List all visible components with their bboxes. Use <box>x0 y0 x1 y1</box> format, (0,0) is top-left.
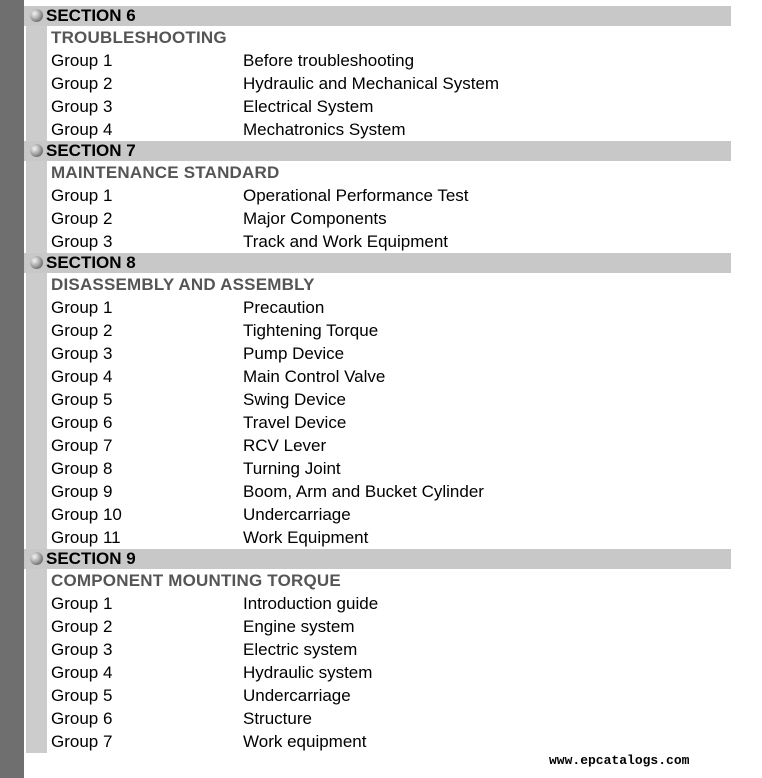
group-title[interactable]: RCV Lever <box>243 436 327 455</box>
group-row[interactable] <box>47 638 731 661</box>
section-number: SECTION 7 <box>46 141 136 160</box>
group-row[interactable] <box>47 503 731 526</box>
group-title[interactable]: Operational Performance Test <box>243 186 469 205</box>
bullet-icon <box>30 256 43 269</box>
group-number: Group 6 <box>51 413 113 432</box>
group-title[interactable]: Travel Device <box>243 413 347 432</box>
group-number: Group 9 <box>51 482 113 501</box>
group-number: Group 7 <box>51 732 113 751</box>
group-number: Group 3 <box>51 97 113 116</box>
section-title: COMPONENT MOUNTING TORQUE <box>51 571 341 590</box>
group-row[interactable] <box>47 457 731 480</box>
group-number: Group 2 <box>51 321 113 340</box>
group-title[interactable]: Swing Device <box>243 390 346 409</box>
group-row[interactable] <box>47 118 731 141</box>
group-title[interactable]: Before troubleshooting <box>243 51 415 70</box>
group-title[interactable]: Mechatronics System <box>243 120 406 139</box>
group-row[interactable] <box>47 49 731 72</box>
group-row[interactable] <box>47 730 731 753</box>
bullet-icon <box>30 144 43 157</box>
group-number: Group 4 <box>51 663 113 682</box>
group-row[interactable] <box>47 615 731 638</box>
group-row[interactable] <box>47 388 731 411</box>
section-body <box>26 569 731 753</box>
group-title[interactable]: Pump Device <box>243 344 345 363</box>
group-title[interactable]: Electrical System <box>243 97 374 116</box>
group-row[interactable] <box>47 184 731 207</box>
group-title[interactable]: Precaution <box>243 298 325 317</box>
group-number: Group 3 <box>51 344 113 363</box>
section-number: SECTION 9 <box>46 549 136 568</box>
group-number: Group 2 <box>51 74 113 93</box>
section-title: MAINTENANCE STANDARD <box>51 163 280 182</box>
group-row[interactable] <box>47 434 731 457</box>
section-title: TROUBLESHOOTING <box>51 28 227 47</box>
watermark: www.epcatalogs.com <box>549 753 690 768</box>
group-row[interactable] <box>47 661 731 684</box>
group-title[interactable]: Undercarriage <box>243 505 351 524</box>
group-number: Group 5 <box>51 686 113 705</box>
group-number: Group 1 <box>51 594 113 613</box>
group-row[interactable] <box>47 319 731 342</box>
section-6 <box>24 6 731 141</box>
group-number: Group 3 <box>51 232 113 251</box>
group-number: Group 2 <box>51 617 113 636</box>
section-header <box>24 6 731 26</box>
section-number: SECTION 6 <box>46 6 136 25</box>
group-row[interactable] <box>47 480 731 503</box>
section-header <box>24 549 731 569</box>
group-title[interactable]: Introduction guide <box>243 594 379 613</box>
group-row[interactable] <box>47 230 731 253</box>
section-number: SECTION 8 <box>46 253 136 272</box>
group-row[interactable] <box>47 342 731 365</box>
group-number: Group 7 <box>51 436 113 455</box>
group-number: Group 11 <box>51 528 121 547</box>
group-row[interactable] <box>47 207 731 230</box>
group-title[interactable]: Hydraulic system <box>243 663 373 682</box>
group-row[interactable] <box>47 95 731 118</box>
bullet-icon <box>30 9 43 22</box>
group-row[interactable] <box>47 296 731 319</box>
group-title[interactable]: Boom, Arm and Bucket Cylinder <box>243 482 484 501</box>
group-number: Group 10 <box>51 505 122 524</box>
section-body <box>26 273 731 549</box>
group-number: Group 1 <box>51 298 113 317</box>
group-row[interactable] <box>47 72 731 95</box>
group-row[interactable] <box>47 411 731 434</box>
group-number: Group 2 <box>51 209 113 228</box>
section-header <box>24 253 731 273</box>
group-title[interactable]: Work equipment <box>243 732 367 751</box>
group-row[interactable] <box>47 707 731 730</box>
group-number: Group 4 <box>51 120 113 139</box>
group-title[interactable]: Track and Work Equipment <box>243 232 449 251</box>
group-number: Group 6 <box>51 709 113 728</box>
section-7 <box>24 141 731 253</box>
section-body <box>26 26 731 141</box>
section-8 <box>24 253 731 549</box>
section-body <box>26 161 731 253</box>
group-number: Group 8 <box>51 459 113 478</box>
section-9 <box>24 549 731 753</box>
group-row[interactable] <box>47 684 731 707</box>
left-margin-bar <box>0 0 24 778</box>
group-title[interactable]: Work Equipment <box>243 528 369 547</box>
group-title[interactable]: Major Components <box>243 209 387 228</box>
group-title[interactable]: Turning Joint <box>243 459 341 478</box>
document-content <box>24 0 731 753</box>
bullet-icon <box>30 552 43 565</box>
group-title[interactable]: Structure <box>243 709 312 728</box>
group-title[interactable]: Main Control Valve <box>243 367 386 386</box>
section-title: DISASSEMBLY AND ASSEMBLY <box>51 275 315 294</box>
group-number: Group 4 <box>51 367 113 386</box>
group-row[interactable] <box>47 592 731 615</box>
group-title[interactable]: Engine system <box>243 617 355 636</box>
group-title[interactable]: Tightening Torque <box>243 321 379 340</box>
group-title[interactable]: Undercarriage <box>243 686 351 705</box>
group-row[interactable] <box>47 365 731 388</box>
group-number: Group 3 <box>51 640 113 659</box>
group-title[interactable]: Hydraulic and Mechanical System <box>243 74 500 93</box>
group-title[interactable]: Electric system <box>243 640 358 659</box>
group-row[interactable] <box>47 526 731 549</box>
section-header <box>24 141 731 161</box>
group-number: Group 1 <box>51 51 113 70</box>
group-number: Group 1 <box>51 186 113 205</box>
group-number: Group 5 <box>51 390 113 409</box>
